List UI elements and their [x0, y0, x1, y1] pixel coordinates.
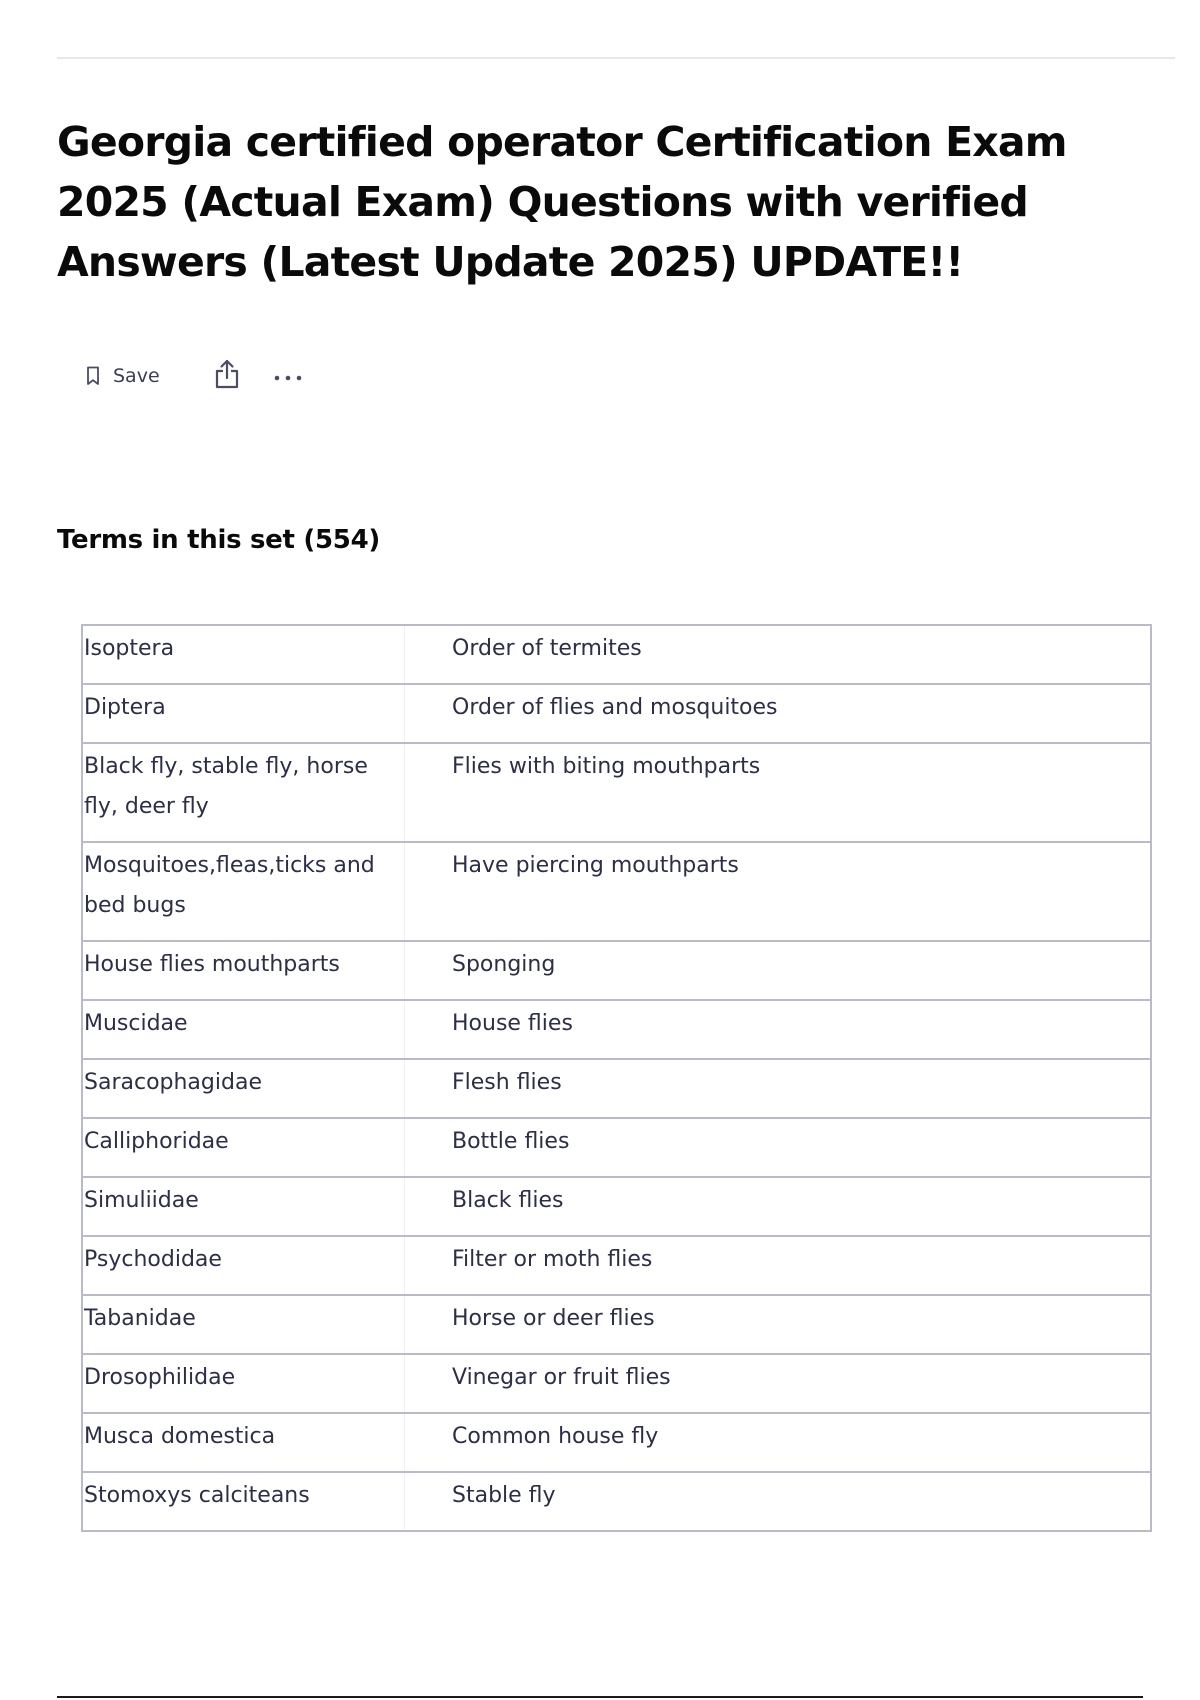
terms-table — [81, 624, 1152, 1532]
action-bar — [86, 358, 306, 394]
table-row — [83, 1237, 1150, 1296]
more-icon — [273, 367, 303, 386]
table-row — [83, 1178, 1150, 1237]
term-cell: Tabanidae — [83, 1296, 405, 1353]
term-cell: Muscidae — [83, 1001, 405, 1058]
save-label: Save — [113, 365, 160, 387]
term-cell: Calliphoridae — [83, 1119, 405, 1176]
term-cell: Musca domestica — [83, 1414, 405, 1471]
table-row — [83, 744, 1150, 843]
definition-cell: Bottle flies — [452, 1129, 570, 1154]
share-button[interactable] — [212, 358, 242, 394]
table-row — [83, 1473, 1150, 1532]
definition-cell: Order of termites — [452, 636, 642, 661]
bookmark-icon — [86, 366, 100, 386]
term-cell: Drosophilidae — [83, 1355, 405, 1412]
definition-cell: Stable fly — [452, 1483, 556, 1508]
definition-cell: Filter or moth flies — [452, 1247, 653, 1272]
table-row — [83, 685, 1150, 744]
bottom-divider — [57, 1696, 1143, 1698]
definition-cell: Black flies — [452, 1188, 564, 1213]
table-row — [83, 1001, 1150, 1060]
table-row — [83, 1119, 1150, 1178]
term-cell: Stomoxys calciteans — [83, 1473, 405, 1530]
table-row — [83, 1355, 1150, 1414]
definition-cell: Flies with biting mouthparts — [452, 754, 761, 779]
term-cell: Psychodidae — [83, 1237, 405, 1294]
definition-cell: Common house fly — [452, 1424, 659, 1449]
definition-cell: Horse or deer flies — [452, 1306, 655, 1331]
terms-count-heading: Terms in this set (554) — [57, 525, 380, 555]
definition-cell: Order of flies and mosquitoes — [452, 695, 778, 720]
table-row — [83, 843, 1150, 942]
save-button[interactable] — [86, 358, 160, 394]
table-row — [83, 626, 1150, 685]
table-row — [83, 1414, 1150, 1473]
share-icon — [214, 359, 240, 393]
term-cell: Isoptera — [83, 626, 405, 683]
term-cell: House flies mouthparts — [83, 942, 405, 999]
table-row — [83, 1296, 1150, 1355]
top-divider — [57, 57, 1175, 59]
definition-cell: Flesh flies — [452, 1070, 562, 1095]
table-row — [83, 1060, 1150, 1119]
definition-cell: House flies — [452, 1011, 573, 1036]
term-cell: Black fly, stable fly, horse fly, deer fly — [83, 744, 405, 841]
term-cell: Simuliidae — [83, 1178, 405, 1235]
definition-cell: Sponging — [452, 952, 556, 977]
page-title: Georgia certified operator Certification Exam 2025 (Actual Exam) Questions with verified Answers (Latest Update 2025) UPDATE!! — [57, 118, 1067, 286]
term-cell: Mosquitoes,fleas,ticks and bed bugs — [83, 843, 405, 940]
more-options-button[interactable] — [270, 358, 306, 394]
term-cell: Saracophagidae — [83, 1060, 405, 1117]
definition-cell: Have piercing mouthparts — [452, 853, 739, 878]
table-row — [83, 942, 1150, 1001]
term-cell: Diptera — [83, 685, 405, 742]
definition-cell: Vinegar or fruit flies — [452, 1365, 671, 1390]
